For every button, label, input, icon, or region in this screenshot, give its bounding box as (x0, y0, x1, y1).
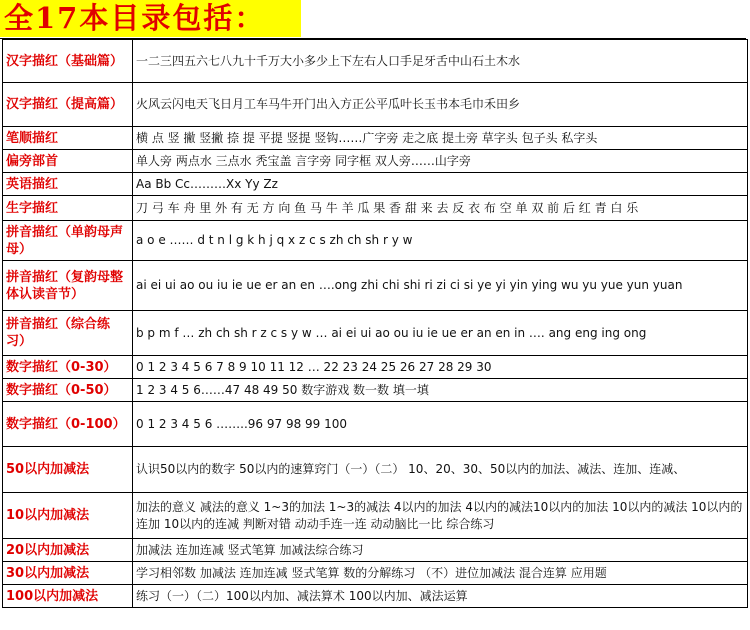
book-contents: a o e …… d t n l g k h j q x z c s zh ch sh r y w (133, 221, 748, 261)
book-contents: b p m f … zh ch sh r z c s y w … ai ei ui ao ou iu ie ue er an en in …. ang eng ing ong (133, 311, 748, 356)
book-name: 拼音描红（综合练习） (3, 311, 133, 356)
book-name: 生字描红 (3, 196, 133, 221)
book-name: 数字描红（0-100） (3, 402, 133, 447)
table-row (3, 402, 748, 447)
book-contents: 一二三四五六七八九十千万大小多少上下左右人口手足牙舌中山石土木水 (133, 40, 748, 83)
table-row (3, 83, 748, 127)
table-row (3, 221, 748, 261)
book-contents: 加减法 连加连减 竖式笔算 加减法综合练习 (133, 539, 748, 562)
table-row (3, 261, 748, 311)
table-row (3, 173, 748, 196)
book-name: 100以内加减法 (3, 585, 133, 608)
book-name: 数字描红（0-50） (3, 379, 133, 402)
book-name: 10以内加减法 (3, 493, 133, 539)
book-contents: 单人旁 两点水 三点水 秃宝盖 言字旁 同字框 双人旁……山字旁 (133, 150, 748, 173)
book-contents: 0 1 2 3 4 5 6 ……..96 97 98 99 100 (133, 402, 748, 447)
book-contents: 学习相邻数 加减法 连加连减 竖式笔算 数的分解练习 （不）进位加减法 混合连算 应用题 (133, 562, 748, 585)
book-name: 20以内加减法 (3, 539, 133, 562)
title-banner (0, 0, 301, 37)
table-row (3, 562, 748, 585)
table-row (3, 196, 748, 221)
book-name: 拼音描红（单韵母声母） (3, 221, 133, 261)
page-title: 全17本目录包括： (4, 1, 266, 35)
book-contents: 1 2 3 4 5 6……47 48 49 50 数字游戏 数一数 填一填 (133, 379, 748, 402)
table-row (3, 493, 748, 539)
book-name: 汉字描红（提高篇） (3, 83, 133, 127)
book-name: 笔顺描红 (3, 127, 133, 150)
table-row (3, 379, 748, 402)
table-row (3, 356, 748, 379)
table-row (3, 311, 748, 356)
book-name: 偏旁部首 (3, 150, 133, 173)
book-contents: 横 点 竖 撇 竖撇 捺 提 平提 竖提 竖钩……广字旁 走之底 提土旁 草字头 包子头 私字头 (133, 127, 748, 150)
book-name: 英语描红 (3, 173, 133, 196)
book-name: 50以内加减法 (3, 447, 133, 493)
table-row (3, 447, 748, 493)
table-row (3, 127, 748, 150)
book-name: 汉字描红（基础篇） (3, 40, 133, 83)
book-name: 30以内加减法 (3, 562, 133, 585)
table-row (3, 150, 748, 173)
catalog-table (2, 39, 748, 608)
book-contents: 认识50以内的数字 50以内的速算窍门（一）（二） 10、20、30、50以内的加法、减法、连加、连减、 (133, 447, 748, 493)
table-row (3, 585, 748, 608)
book-contents: 练习（一）（二）100以内加、减法算术 100以内加、减法运算 (133, 585, 748, 608)
book-contents: 火风云闪电天飞日月工车马牛开门出入方正公平瓜叶长玉书本毛巾禾田乡 (133, 83, 748, 127)
book-contents: 刀 弓 车 舟 里 外 有 无 方 向 鱼 马 牛 羊 瓜 果 香 甜 来 去 反 衣 布 空 单 双 前 后 红 青 白 乐 (133, 196, 748, 221)
book-contents: 加法的意义 减法的意义 1~3的加法 1~3的减法 4以内的加法 4以内的减法10以内的加法 10以内的减法 10以内的连加 10以内的连减 判断对错 动动手连一连 动动脑比一比 综合练习 (133, 493, 748, 539)
table-row (3, 40, 748, 83)
book-contents: Aa Bb Cc………Xx Yy Zz (133, 173, 748, 196)
book-contents: 0 1 2 3 4 5 6 7 8 9 10 11 12 … 22 23 24 25 26 27 28 29 30 (133, 356, 748, 379)
book-contents: ai ei ui ao ou iu ie ue er an en ….ong zhi chi shi ri zi ci si ye yi yin ying wu yu yue yun yuan (133, 261, 748, 311)
table-row (3, 539, 748, 562)
book-name: 拼音描红（复韵母整体认读音节） (3, 261, 133, 311)
book-name: 数字描红（0-30） (3, 356, 133, 379)
